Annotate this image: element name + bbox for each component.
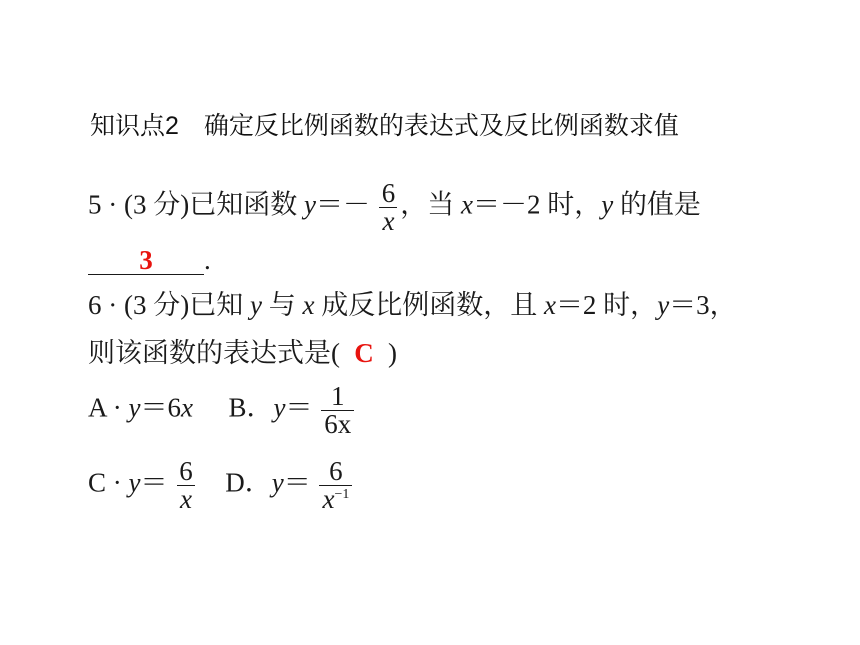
option-d-numerator: 6 [329, 456, 343, 486]
option-c-numerator: 6 [179, 456, 193, 486]
option-b-label: B． [228, 392, 274, 423]
q5-xval: ＝－2 时， [472, 189, 602, 220]
q6-t3: ＝2 时， [555, 290, 658, 320]
q6-t4: ＝3， [669, 290, 737, 320]
q6-x: x [302, 290, 315, 320]
option-b-denominator: 6x [321, 410, 354, 438]
question-5-line-2 [88, 247, 211, 275]
question-6-line-1 [88, 292, 737, 319]
q6-t2: 成反比例函数，且 [314, 290, 544, 320]
q5-end: . [204, 245, 211, 275]
option-b-numerator: 1 [330, 381, 345, 411]
option-d-y: y [271, 467, 284, 498]
q6-line2-end: ) [388, 338, 397, 368]
q5-fraction [379, 180, 399, 235]
q6-prefix: 6 · (3 分)已知 [88, 290, 250, 320]
q6-y2: y [657, 290, 670, 320]
option-b-fraction [321, 383, 354, 438]
q5-eq: ＝－ [315, 189, 370, 220]
option-d-eq: ＝ [283, 467, 311, 498]
q5-prefix: 5 · (3 分)已知函数 [88, 189, 304, 220]
section-heading: 知识点2 确定反比例函数的表达式及反比例函数求值 [90, 112, 679, 140]
q6-y: y [249, 290, 262, 320]
q6-t1: 与 [261, 290, 303, 320]
option-d-label: D． [225, 467, 272, 498]
option-c-label: C · [88, 467, 129, 498]
question-6-line-2 [88, 340, 397, 367]
q5-y: y [303, 189, 316, 220]
q5-answer-blank [88, 247, 204, 275]
option-a-expr: ＝6 [140, 392, 181, 423]
option-c-fraction [176, 458, 196, 513]
option-a-y: y [128, 392, 141, 423]
option-d-den-exponent: −1 [334, 487, 350, 502]
q6-answer: C [354, 338, 374, 368]
option-d-den-base: x [322, 484, 335, 514]
q5-x: x [460, 189, 473, 220]
option-a-label: A · [88, 392, 129, 423]
question-5-line-1 [88, 180, 701, 235]
option-c-denominator: x [177, 485, 195, 513]
option-d-denominator [319, 485, 352, 513]
option-c-y: y [128, 467, 141, 498]
q5-answer: 3 [139, 245, 153, 275]
options-row-ab [88, 383, 356, 438]
q5-tail: 的值是 [613, 189, 701, 220]
option-b-y: y [273, 392, 286, 423]
q5-fraction-numerator: 6 [381, 178, 396, 208]
q5-mid: ，当 [400, 189, 461, 220]
q6-x2: x [543, 290, 556, 320]
option-a-x: x [180, 392, 193, 423]
option-d-fraction [319, 458, 352, 513]
options-row-cd [88, 458, 354, 513]
q6-line2-prefix: 则该函数的表达式是( [88, 338, 340, 368]
option-c-eq: ＝ [140, 467, 168, 498]
option-b-eq: ＝ [285, 392, 313, 423]
q5-y2: y [601, 189, 614, 220]
q5-fraction-denominator: x [379, 207, 397, 235]
